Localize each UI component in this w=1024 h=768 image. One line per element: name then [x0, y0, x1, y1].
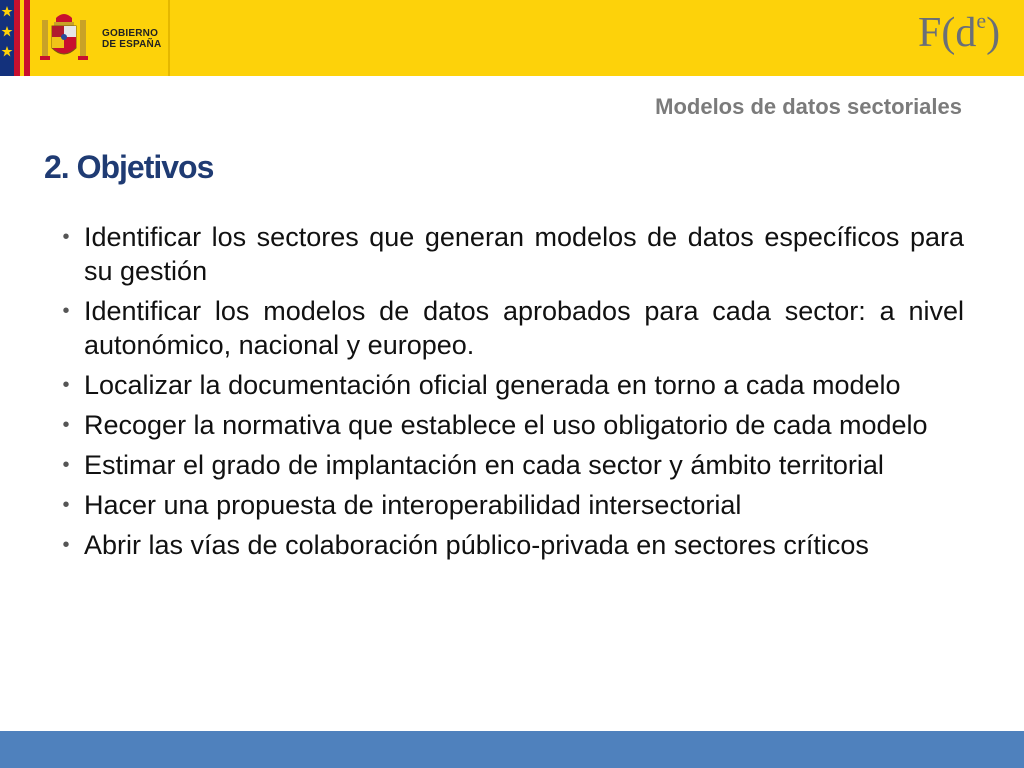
bullet-icon: • — [62, 414, 70, 436]
objective-item — [56, 294, 964, 362]
objective-text: Localizar la documentación oficial generada en torno a cada modelo — [84, 370, 901, 400]
bullet-icon: • — [62, 494, 70, 516]
spain-flag-yellow-band — [20, 0, 24, 76]
objective-text: Abrir las vías de colaboración público-privada en sectores críticos — [84, 530, 869, 560]
government-name — [102, 28, 161, 50]
objective-item — [56, 368, 964, 402]
bullet-icon: • — [62, 454, 70, 476]
objectives-list — [56, 220, 964, 568]
section-title: 2. Objetivos — [44, 149, 214, 185]
bullet-icon: • — [62, 374, 70, 396]
header-band — [0, 0, 1024, 76]
slide-subtitle: Modelos de datos sectoriales — [655, 94, 962, 119]
bullet-icon: • — [62, 534, 70, 556]
footer-band — [0, 731, 1024, 768]
objective-item — [56, 528, 964, 562]
spain-coat-of-arms-icon — [38, 10, 90, 66]
objective-text: Identificar los modelos de datos aprobados para cada sector: a nivel autonómico, nacional y europeo. — [84, 296, 964, 360]
objective-item — [56, 448, 964, 482]
objective-text: Recoger la normativa que establece el uso obligatorio de cada modelo — [84, 410, 928, 440]
fde-logo-close: ) — [986, 10, 1001, 56]
objective-text: Hacer una propuesta de interoperabilidad intersectorial — [84, 490, 742, 520]
eu-stars-icon — [0, 0, 14, 76]
government-logo — [30, 0, 170, 76]
bullet-icon: • — [62, 300, 70, 322]
objective-text: Identificar los sectores que generan modelos de datos específicos para su gestión — [84, 222, 964, 286]
gov-line-1: GOBIERNO — [102, 28, 159, 39]
objective-text: Estimar el grado de implantación en cada sector y ámbito territorial — [84, 450, 884, 480]
spain-flag-stripe — [14, 0, 30, 76]
fde-logo-sup: e — [976, 8, 987, 33]
objective-item — [56, 408, 964, 442]
gov-line-2: DE ESPAÑA — [102, 39, 162, 50]
objective-item — [56, 488, 964, 522]
bullet-icon: • — [62, 226, 70, 248]
fde-logo-main: F(d — [918, 10, 977, 56]
objective-item — [56, 220, 964, 288]
fde-logo — [918, 8, 1000, 57]
